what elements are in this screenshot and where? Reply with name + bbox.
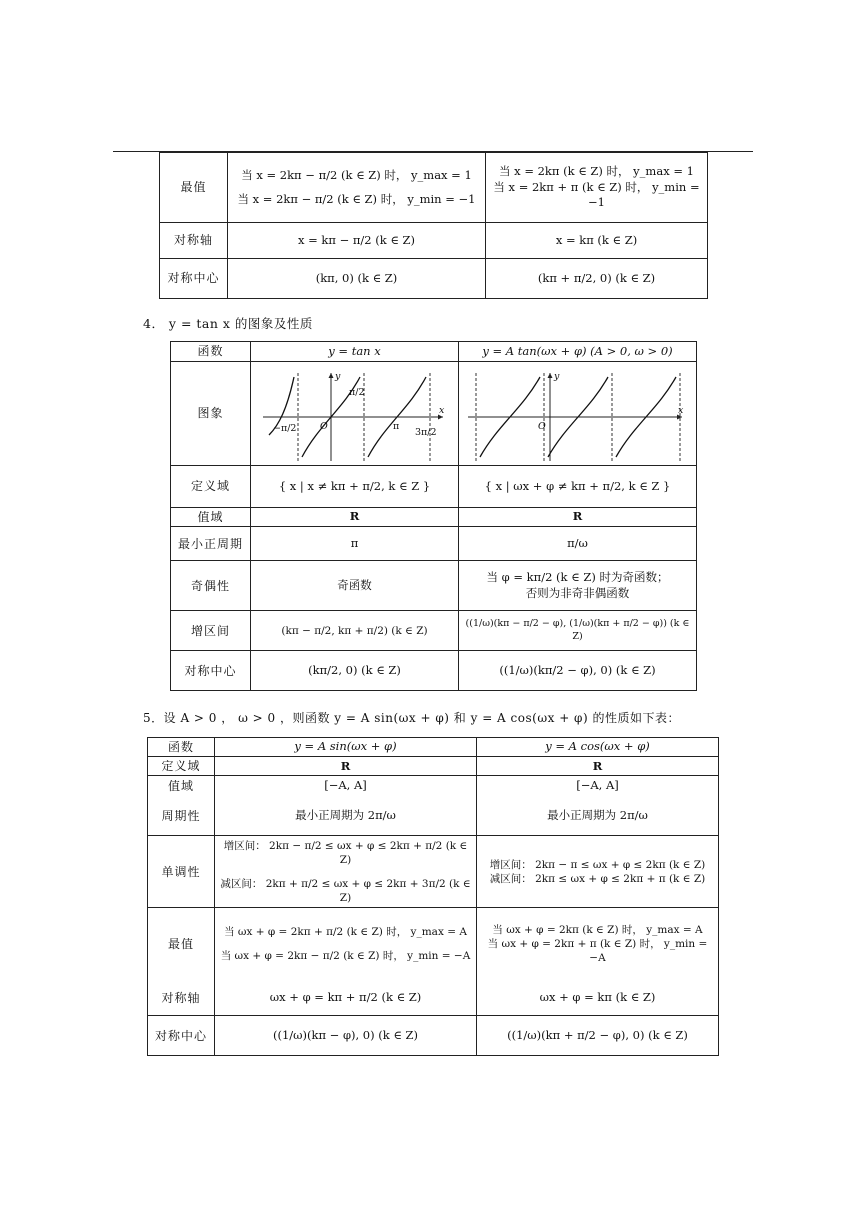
table-row	[148, 1016, 719, 1056]
sin-cos-properties-table-cont	[159, 152, 708, 299]
x-axis-label: x	[677, 404, 683, 416]
table-cell: x = kπ − π/2 (k ∈ Z)	[228, 223, 486, 259]
row-label: 奇偶性	[171, 561, 251, 611]
table-row	[148, 836, 719, 908]
table-cell: ((1/ω)(kπ/2 − φ), 0) (k ∈ Z)	[459, 651, 697, 691]
table-row	[171, 466, 697, 508]
row-label: 最值	[160, 153, 228, 223]
table-row	[160, 259, 708, 299]
row-label: 定义域	[148, 757, 215, 776]
table-header-row	[171, 342, 697, 362]
table-cell: [−A, A]	[215, 776, 477, 796]
y-axis-arrow-icon	[328, 373, 333, 378]
table-cell: ((1/ω)(kπ + π/2 − φ), 0) (k ∈ Z)	[477, 1016, 719, 1056]
table-row	[160, 223, 708, 259]
table-cell: 当 ωx + φ = 2kπ + π/2 (k ∈ Z) 时， y_max = A 当 ωx + φ = 2kπ − π/2 (k ∈ Z) 时， y_min = −A	[215, 908, 477, 980]
row-label: 最小正周期	[171, 527, 251, 561]
table-row	[171, 651, 697, 691]
origin-label: O	[319, 420, 328, 432]
row-label: 对称轴	[148, 980, 215, 1016]
column-header: y = A cos(ωx + φ)	[477, 738, 719, 757]
table-row	[171, 508, 697, 527]
table-row	[160, 153, 708, 223]
table-cell: (kπ/2, 0) (k ∈ Z)	[251, 651, 459, 691]
tick-label: π	[392, 420, 399, 432]
row-label: 对称中心	[148, 1016, 215, 1056]
row-label: 单调性	[148, 836, 215, 908]
table-cell: 增区间： 2kπ − π/2 ≤ ωx + φ ≤ 2kπ + π/2 (k ∈ Z) 减区间： 2kπ + π/2 ≤ ωx + φ ≤ 2kπ + 3π/2 (k ∈ Z)	[215, 836, 477, 908]
row-label: 对称轴	[160, 223, 228, 259]
row-label: 增区间	[171, 611, 251, 651]
table-cell: ((1/ω)(kπ − π/2 − φ), (1/ω)(kπ + π/2 − φ)) (k ∈ Z)	[459, 611, 697, 651]
row-label: 对称中心	[171, 651, 251, 691]
table-cell: 当 ωx + φ = 2kπ (k ∈ Z) 时， y_max = A 当 ωx + φ = 2kπ + π (k ∈ Z) 时， y_min = −A	[477, 908, 719, 980]
row-label: 定义域	[171, 466, 251, 508]
table-cell: ωx + φ = kπ (k ∈ Z)	[477, 980, 719, 1016]
row-label: 最值	[148, 908, 215, 980]
section-5-heading: 5．设 A > 0 ， ω > 0 ，则函数 y = A sin(ωx + φ) 和 y = A cos(ωx + φ) 的性质如下表：	[143, 711, 680, 725]
table-row	[148, 776, 719, 796]
table-cell: R	[477, 757, 719, 776]
table-row	[171, 561, 697, 611]
table-row	[171, 362, 697, 466]
a-tan-graph	[464, 365, 692, 463]
table-row	[148, 757, 719, 776]
tan-graph	[257, 365, 453, 463]
column-header: 函数	[171, 342, 251, 362]
table-cell: 当 φ = kπ/2 (k ∈ Z) 时为奇函数； 否则为非奇非偶函数	[459, 561, 697, 611]
table-cell	[459, 362, 697, 466]
tan-properties-table	[170, 341, 697, 691]
table-cell: (kπ, 0) (k ∈ Z)	[228, 259, 486, 299]
table-cell: R	[459, 508, 697, 527]
table-cell: x = kπ (k ∈ Z)	[486, 223, 708, 259]
table-cell: { x | x ≠ kπ + π/2, k ∈ Z }	[251, 466, 459, 508]
row-label: 周期性	[148, 796, 215, 836]
table-cell: 当 x = 2kπ (k ∈ Z) 时， y_max = 1 当 x = 2kπ + π (k ∈ Z) 时， y_min = −1	[486, 153, 708, 223]
origin-label: O	[537, 420, 546, 432]
table-cell: ωx + φ = kπ + π/2 (k ∈ Z)	[215, 980, 477, 1016]
table-cell: ((1/ω)(kπ − φ), 0) (k ∈ Z)	[215, 1016, 477, 1056]
tick-label: −π/2	[272, 422, 296, 434]
table-cell	[251, 362, 459, 466]
table-cell: (kπ + π/2, 0) (k ∈ Z)	[486, 259, 708, 299]
y-axis-arrow-icon	[547, 373, 552, 378]
table-cell: 最小正周期为 2π/ω	[477, 796, 719, 836]
table-row	[148, 796, 719, 836]
tick-label: π/2	[348, 386, 364, 398]
table-cell: 当 x = 2kπ − π/2 (k ∈ Z) 时， y_max = 1 当 x = 2kπ − π/2 (k ∈ Z) 时， y_min = −1	[228, 153, 486, 223]
table-row	[148, 908, 719, 980]
table-header-row	[148, 738, 719, 757]
table-row	[171, 611, 697, 651]
row-label: 对称中心	[160, 259, 228, 299]
asin-acos-properties-table	[147, 737, 719, 1056]
table-cell: R	[215, 757, 477, 776]
table-cell: 奇函数	[251, 561, 459, 611]
table-cell: 最小正周期为 2π/ω	[215, 796, 477, 836]
row-label: 图象	[171, 362, 251, 466]
column-header: y = tan x	[251, 342, 459, 362]
row-label: 值域	[171, 508, 251, 527]
tick-label: 3π/2	[414, 426, 437, 438]
column-header: 函数	[148, 738, 215, 757]
table-cell: (kπ − π/2, kπ + π/2) (k ∈ Z)	[251, 611, 459, 651]
table-row	[148, 980, 719, 1016]
table-cell: π	[251, 527, 459, 561]
column-header: y = A sin(ωx + φ)	[215, 738, 477, 757]
column-header: y = A tan(ωx + φ) (A > 0, ω > 0)	[459, 342, 697, 362]
table-cell: { x | ωx + φ ≠ kπ + π/2, k ∈ Z }	[459, 466, 697, 508]
y-axis-label: y	[553, 370, 559, 382]
table-cell: R	[251, 508, 459, 527]
table-cell: 增区间： 2kπ − π ≤ ωx + φ ≤ 2kπ (k ∈ Z) 减区间： 2kπ ≤ ωx + φ ≤ 2kπ + π (k ∈ Z)	[477, 836, 719, 908]
table-cell: π/ω	[459, 527, 697, 561]
x-axis-label: x	[438, 404, 444, 416]
section-4-heading: 4． y = tan x 的图象及性质	[143, 316, 313, 331]
table-row	[171, 527, 697, 561]
row-label: 值域	[148, 776, 215, 796]
table-cell: [−A, A]	[477, 776, 719, 796]
y-axis-label: y	[334, 370, 340, 382]
